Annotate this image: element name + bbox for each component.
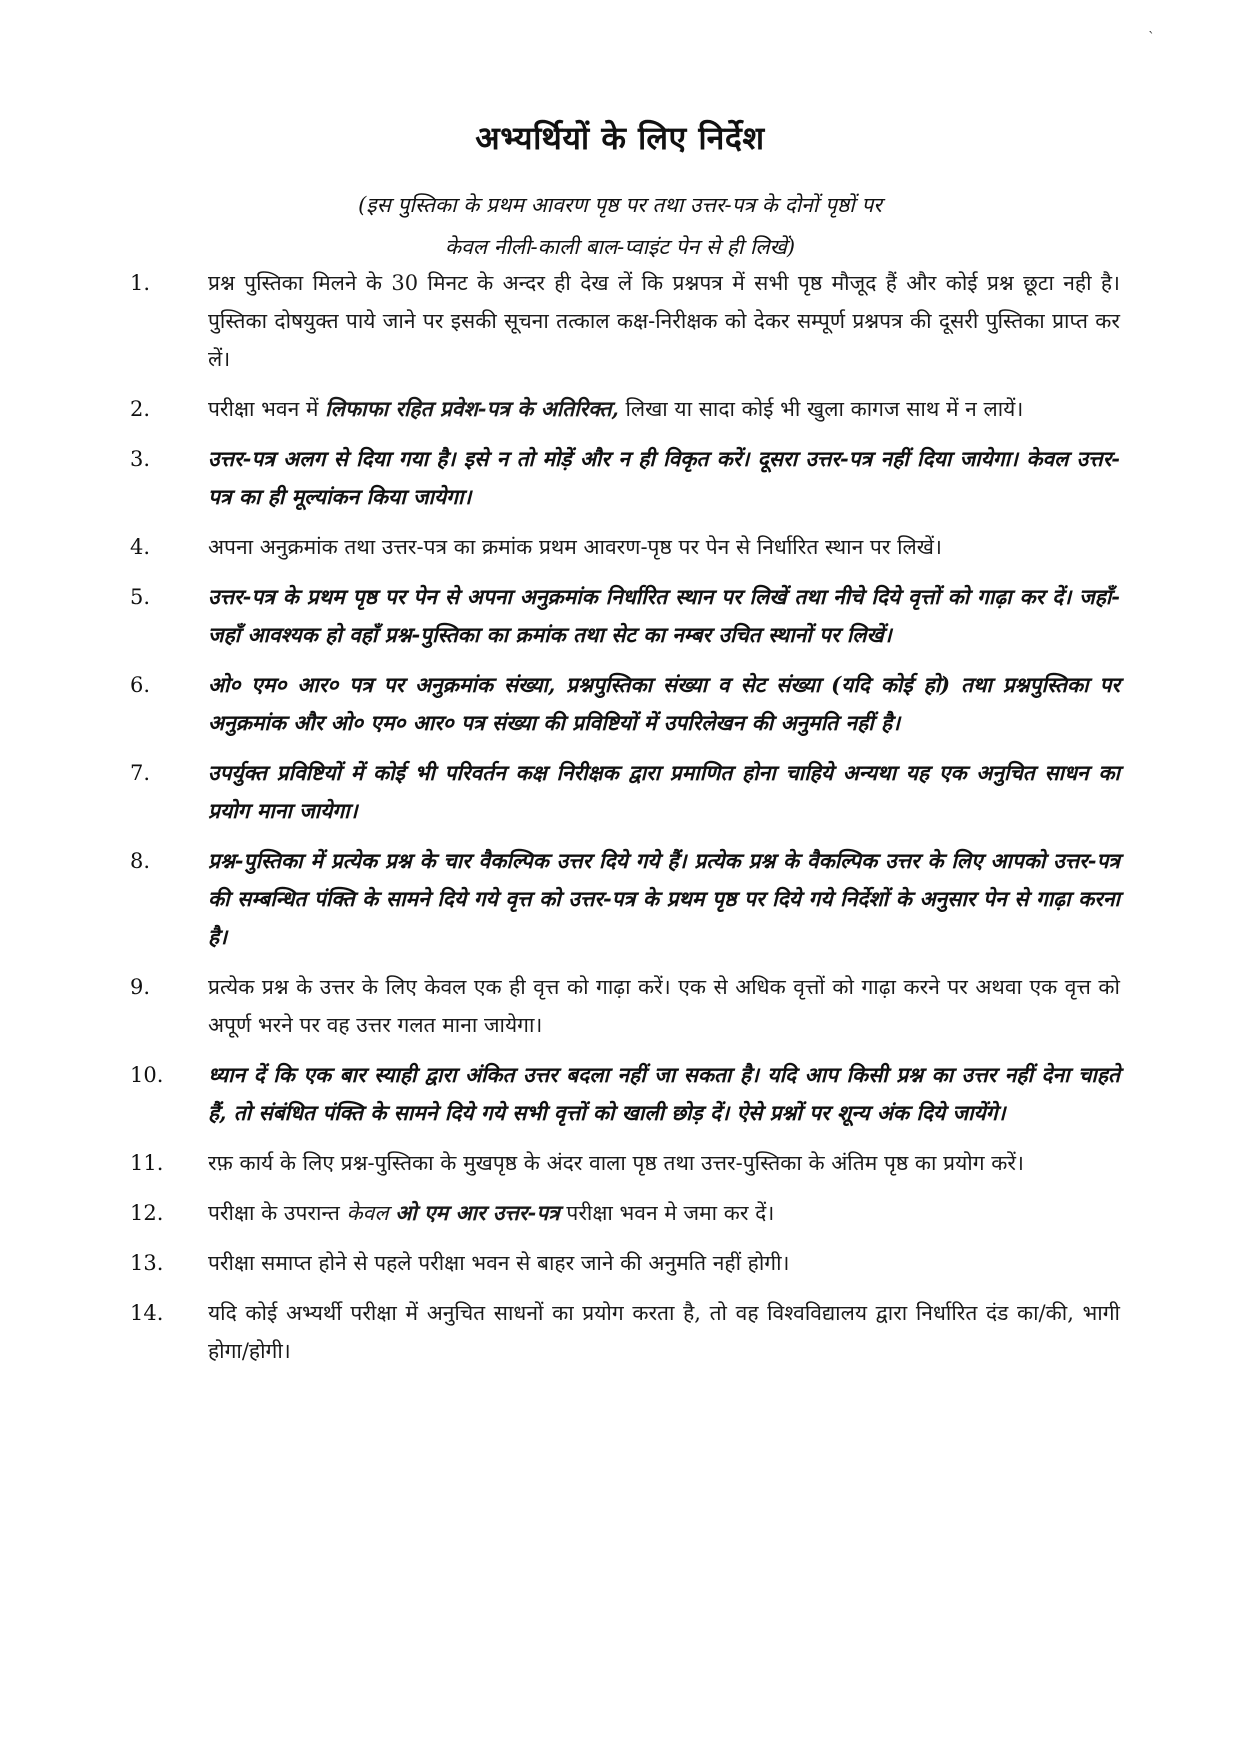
item-number: 13. bbox=[130, 1251, 164, 1275]
item-number: 8. bbox=[130, 849, 151, 873]
item-text: प्रत्येक प्रश्न के उत्तर के लिए केवल एक ही वृत्त को गाढ़ा करें। एक से अधिक वृत्तों को गाढ़ा करने पर अथवा एक वृत्त को अपूर्ण भरने पर वह उत्तर गलत माना जायेगा। bbox=[208, 975, 1120, 1037]
page-title: अभ्यर्थियों के लिए निर्देश bbox=[475, 119, 765, 157]
list-item bbox=[0, 1244, 1240, 1282]
item-text: अपना अनुक्रमांक तथा उत्तर-पत्र का क्रमांक प्रथम आवरण-पृष्ठ पर पेन से निर्धारित स्थान पर लिखें। bbox=[208, 535, 942, 559]
item-text-part: परीक्षा भवन मे जमा कर दें। bbox=[559, 1201, 775, 1225]
item-text: उत्तर-पत्र के प्रथम पृष्ठ पर पेन से अपना अनुक्रमांक निर्धारित स्थान पर लिखें तथा नीचे दिये वृत्तों को गाढ़ा कर दें। जहाँ-जहाँ आवश्यक हो वहाँ प्रश्न-पुस्तिका का क्रमांक तथा सेट का नम्बर उचित स्थानों पर लिखें। bbox=[208, 584, 1120, 647]
list-item bbox=[0, 528, 1240, 566]
item-number: 5. bbox=[130, 585, 151, 609]
corner-mark: ` bbox=[1148, 30, 1155, 46]
item-number: 1. bbox=[130, 271, 151, 295]
item-text: उत्तर-पत्र अलग से दिया गया है। इसे न तो मोड़ें और न ही विकृत करें। दूसरा उत्तर-पत्र नहीं दिया जायेगा। केवल उत्तर-पत्र का ही मूल्यांकन किया जायेगा। bbox=[208, 446, 1120, 509]
instruction-list bbox=[0, 264, 1240, 1382]
item-text: परीक्षा समाप्त होने से पहले परीक्षा भवन से बाहर जाने की अनुमति नहीं होगी। bbox=[208, 1251, 790, 1275]
list-item bbox=[0, 1144, 1240, 1182]
item-text-part: परीक्षा भवन में bbox=[208, 397, 326, 421]
list-item bbox=[0, 1056, 1240, 1132]
list-item bbox=[0, 440, 1240, 516]
item-number: 2. bbox=[130, 397, 151, 421]
list-item bbox=[0, 264, 1240, 378]
subtitle-line: (इस पुस्तिका के प्रथम आवरण पृष्ठ पर तथा उत्तर-पत्र के दोनों पृष्ठों पर bbox=[358, 193, 882, 217]
item-text: ओ० एम० आर० पत्र पर अनुक्रमांक संख्या, प्रश्नपुस्तिका संख्या व सेट संख्या (यदि कोई हो) तथा प्रश्नपुस्तिका पर अनुक्रमांक और ओ० एम० आर० पत्र संख्या की प्रविष्टियों में उपरिलेखन की अनुमति नहीं है। bbox=[208, 672, 1120, 735]
item-text bbox=[208, 390, 1120, 428]
item-text: ध्यान दें कि एक बार स्याही द्वारा अंकित उत्तर बदला नहीं जा सकता है। यदि आप किसी प्रश्न का उत्तर नहीं देना चाहते हैं, तो संबंधित पंक्ति के सामने दिये गये सभी वृत्तों को खाली छोड़ दें। ऐसे प्रश्नों पर शून्य अंक दिये जायेंगे। bbox=[208, 1062, 1120, 1125]
list-item bbox=[0, 754, 1240, 830]
item-text: प्रश्न पुस्तिका मिलने के 30 मिनट के अन्दर ही देख लें कि प्रश्नपत्र में सभी पृष्ठ मौजूद हैं और कोई प्रश्न छूटा नही है। पुस्तिका दोषयुक्त पाये जाने पर इसकी सूचना तत्काल कक्ष-निरीक्षक को देकर सम्पूर्ण प्रश्नपत्र की दूसरी पुस्तिका प्राप्त कर लें। bbox=[208, 271, 1120, 371]
item-number: 10. bbox=[130, 1063, 164, 1087]
page-subtitle bbox=[0, 184, 1240, 268]
item-text: यदि कोई अभ्यर्थी परीक्षा में अनुचित साधनों का प्रयोग करता है, तो वह विश्वविद्यालय द्वारा निर्धारित दंड का/की, भागी होगा/होगी। bbox=[208, 1301, 1120, 1363]
list-item bbox=[0, 1194, 1240, 1232]
item-text-emphasis: लिफाफा रहित प्रवेश-पत्र के अतिरिक्त, bbox=[325, 396, 619, 421]
item-text-part: लिखा या सादा कोई भी खुला कागज साथ में न लायें। bbox=[618, 397, 1024, 421]
list-item bbox=[0, 1294, 1240, 1370]
item-number: 11. bbox=[130, 1151, 164, 1175]
item-text-italic: केवल bbox=[346, 1201, 396, 1225]
item-number: 9. bbox=[130, 975, 151, 999]
item-text-part: परीक्षा के उपरान्त bbox=[208, 1201, 347, 1225]
item-text: उपर्युक्त प्रविष्टियों में कोई भी परिवर्तन कक्ष निरीक्षक द्वारा प्रमाणित होना चाहिये अन्यथा यह एक अनुचित साधन का प्रयोग माना जायेगा। bbox=[208, 760, 1120, 823]
item-text: रफ़ कार्य के लिए प्रश्न-पुस्तिका के मुखपृष्ठ के अंदर वाला पृष्ठ तथा उत्तर-पुस्तिका के अंतिम पृष्ठ का प्रयोग करें। bbox=[208, 1151, 1024, 1175]
subtitle-line: केवल नीली-काली बाल-प्वाइंट पेन से ही लिखें) bbox=[444, 235, 796, 259]
list-item bbox=[0, 578, 1240, 654]
item-number: 4. bbox=[130, 535, 151, 559]
item-number: 14. bbox=[130, 1301, 164, 1325]
list-item bbox=[0, 390, 1240, 428]
list-item bbox=[0, 842, 1240, 956]
list-item bbox=[0, 666, 1240, 742]
item-number: 3. bbox=[130, 447, 151, 471]
item-number: 7. bbox=[130, 761, 151, 785]
item-text-emphasis: ओ एम आर उत्तर-पत्र bbox=[395, 1200, 560, 1225]
item-number: 6. bbox=[130, 673, 151, 697]
item-number: 12. bbox=[130, 1201, 164, 1225]
item-text: प्रश्न-पुस्तिका में प्रत्येक प्रश्न के चार वैकल्पिक उत्तर दिये गये हैं। प्रत्येक प्रश्न के वैकल्पिक उत्तर के लिए आपको उत्तर-पत्र की सम्बन्धित पंक्ति के सामने दिये गये वृत्त को उत्तर-पत्र के प्रथम पृष्ठ पर दिये गये निर्देशों के अनुसार पेन से गाढ़ा करना है। bbox=[208, 848, 1120, 949]
item-text bbox=[208, 1194, 1120, 1232]
list-item bbox=[0, 968, 1240, 1044]
